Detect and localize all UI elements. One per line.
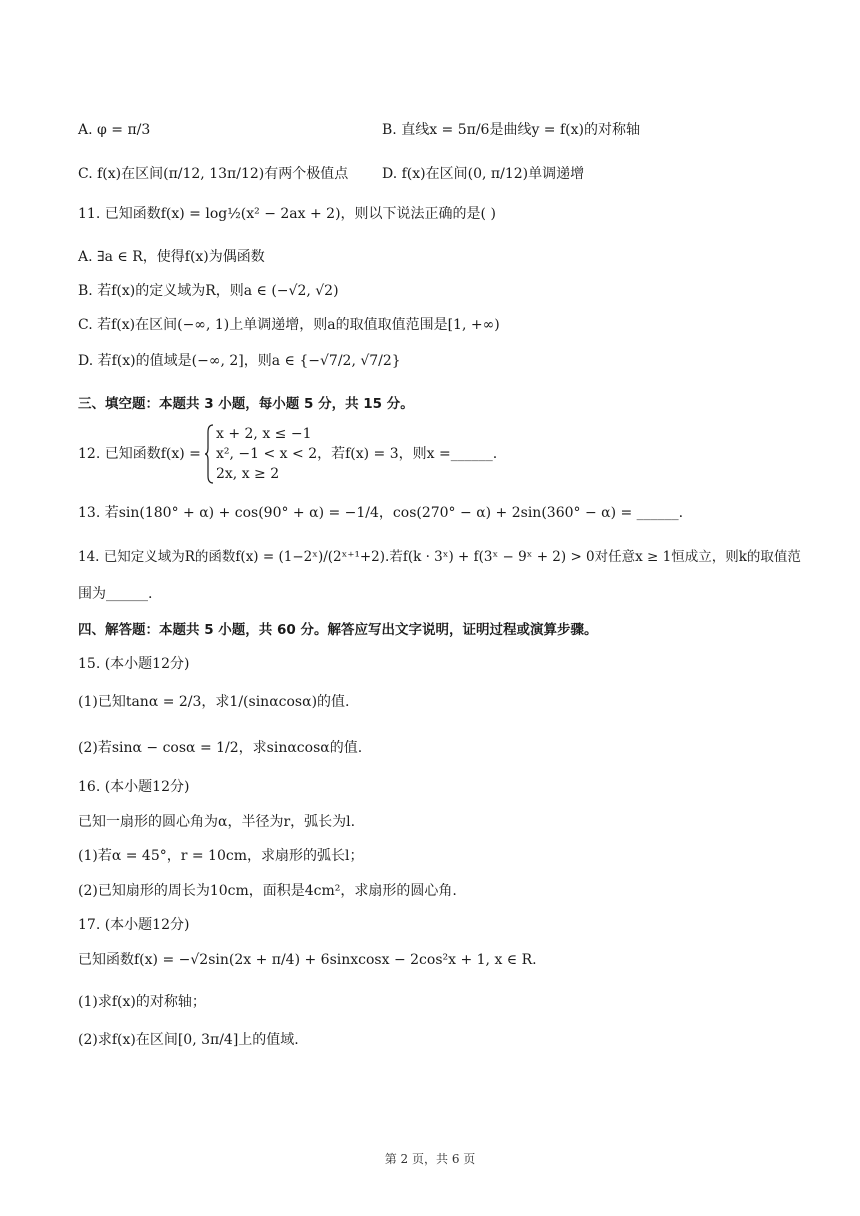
q12-case-2: x², −1 < x < 2，若f(x) = 3，则x =______. <box>216 446 498 462</box>
q11-option-b: B. 若f(x)的定义域为R，则a ∈ (−√2, √2) <box>78 283 339 299</box>
q10-option-d: D. f(x)在区间(0, π/12)单调递增 <box>382 166 585 182</box>
q11-option-a: A. ∃a ∈ R，使得f(x)为偶函数 <box>78 249 265 265</box>
q16-stem: 已知一扇形的圆心角为α，半径为r，弧长为l. <box>78 814 356 830</box>
q11-stem: 11. 已知函数f(x) = log½(x² − 2ax + 2)，则以下说法正确的是( ) <box>78 206 496 222</box>
q16-part-1: (1)若α = 45°，r = 10cm，求扇形的弧长l； <box>78 848 364 864</box>
q16-part-2: (2)已知扇形的周长为10cm，面积是4cm²，求扇形的圆心角. <box>78 883 457 899</box>
q14-line-1: 14. 已知定义域为R的函数f(x) = (1−2ˣ)/(2ˣ⁺¹+2).若f(k · 3ˣ) + f(3ˣ − 9ˣ + 2) > 0对任意x ≥ 1恒成立，则k的取值范 <box>78 549 801 565</box>
q17-part-1: (1)求f(x)的对称轴； <box>78 994 206 1010</box>
q14-line-2: 围为______. <box>78 586 153 602</box>
q12-case-3: 2x, x ≥ 2 <box>216 466 280 482</box>
q10-option-c: C. f(x)在区间(π/12, 13π/12)有两个极值点 <box>78 166 349 182</box>
q10-option-b: B. 直线x = 5π/6是曲线y = f(x)的对称轴 <box>382 122 640 138</box>
q12-brace-icon <box>204 424 214 484</box>
q12-case-1: x + 2, x ≤ −1 <box>216 426 312 442</box>
q13: 13. 若sin(180° + α) + cos(90° + α) = −1/4，cos(270° − α) + 2sin(360° − α) = ______. <box>78 505 684 521</box>
q15-title: 15. (本小题12分) <box>78 656 190 672</box>
q15-part-1: (1)已知tanα = 2/3，求1/(sinαcosα)的值. <box>78 694 350 710</box>
q15-part-2: (2)若sinα − cosα = 1/2，求sinαcosα的值. <box>78 740 363 756</box>
q12-prefix: 12. 已知函数f(x) = <box>78 446 201 462</box>
q17-part-2: (2)求f(x)在区间[0, 3π/4]上的值域. <box>78 1032 299 1048</box>
section-4-heading: 四、解答题：本题共 5 小题，共 60 分。解答应写出文字说明，证明过程或演算步骤。 <box>78 622 598 638</box>
q11-option-c: C. 若f(x)在区间(−∞, 1)上单调递增，则a的取值取值范围是[1, +∞) <box>78 317 500 333</box>
q17-stem: 已知函数f(x) = −√2sin(2x + π/4) + 6sinxcosx − 2cos²x + 1, x ∈ R. <box>78 952 537 968</box>
q17-title: 17. (本小题12分) <box>78 917 190 933</box>
q10-option-a: A. φ = π/3 <box>78 122 151 138</box>
page-footer: 第 2 页，共 6 页 <box>384 1152 476 1166</box>
q16-title: 16. (本小题12分) <box>78 779 190 795</box>
section-3-heading: 三、填空题：本题共 3 小题，每小题 5 分，共 15 分。 <box>78 396 414 412</box>
q11-option-d: D. 若f(x)的值域是(−∞, 2]，则a ∈ {−√7/2, √7/2} <box>78 353 401 369</box>
